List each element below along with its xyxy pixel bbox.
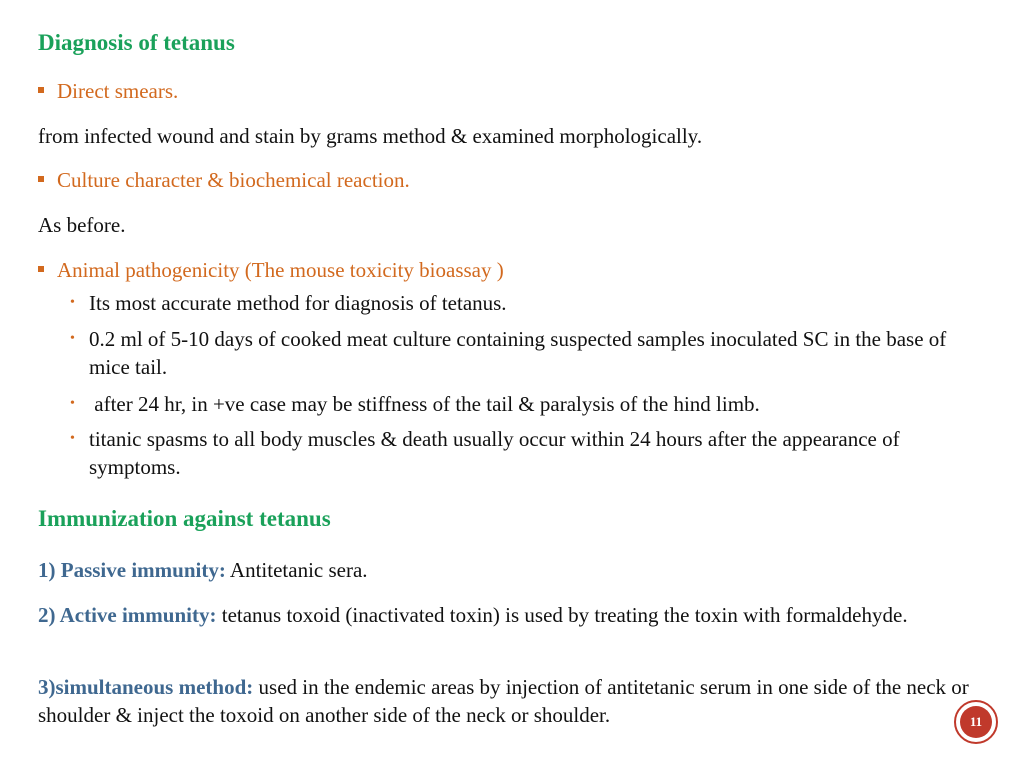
animal-bullet	[70, 289, 970, 317]
square-bullet-icon	[38, 176, 44, 182]
passive-immunity-text: Antitetanic sera.	[225, 558, 368, 582]
page-number: 11	[960, 706, 992, 738]
animal-bullet	[70, 425, 970, 481]
passive-immunity-item	[38, 556, 988, 584]
direct-smears-detail: from infected wound and stain by grams method & examined morphologically.	[38, 124, 703, 148]
simultaneous-method-label: 3)simultaneous method:	[38, 675, 254, 699]
square-bullet-icon	[38, 87, 44, 93]
page-number-badge	[954, 700, 998, 744]
immunization-heading: Immunization against tetanus	[38, 506, 331, 531]
active-immunity-text: tetanus toxoid (inactivated toxin) is used by treating the toxin with formaldehyde.	[216, 603, 908, 627]
direct-smears-item	[38, 79, 178, 104]
culture-detail: As before.	[38, 213, 126, 237]
dot-bullet-icon: •	[70, 295, 75, 310]
animal-item	[38, 258, 504, 283]
animal-bullet-text: after 24 hr, in +ve case may be stiffness of the tail & paralysis of the hind limb.	[89, 392, 760, 416]
square-bullet-icon	[38, 266, 44, 272]
animal-bullet-text: titanic spasms to all body muscles & death usually occur within 24 hours after the appearance of symptoms.	[89, 427, 900, 479]
animal-bullet-text: Its most accurate method for diagnosis of tetanus.	[89, 291, 507, 315]
active-immunity-item	[38, 601, 988, 629]
animal-bullet-text: 0.2 ml of 5-10 days of cooked meat culture containing suspected samples inoculated SC in the base of mice tail.	[89, 327, 947, 379]
animal-label: Animal pathogenicity (The mouse toxicity bioassay )	[57, 258, 504, 282]
active-immunity-label: 2) Active immunity:	[38, 603, 217, 627]
animal-bullet	[70, 390, 970, 418]
dot-bullet-icon: •	[70, 431, 75, 446]
culture-item	[38, 168, 410, 193]
dot-bullet-icon: •	[70, 396, 75, 411]
dot-bullet-icon: •	[70, 331, 75, 346]
diagnosis-heading: Diagnosis of tetanus	[38, 30, 235, 55]
simultaneous-method-item	[38, 673, 988, 729]
animal-bullet	[70, 325, 970, 381]
passive-immunity-label: 1) Passive immunity:	[38, 558, 226, 582]
culture-label: Culture character & biochemical reaction.	[57, 168, 410, 192]
direct-smears-label: Direct smears.	[57, 79, 179, 103]
simultaneous-method-text: used in the endemic areas by injection of antitetanic serum in one side of the neck or shoulder & inject the toxoid on another side of the neck or shoulder.	[38, 675, 969, 727]
